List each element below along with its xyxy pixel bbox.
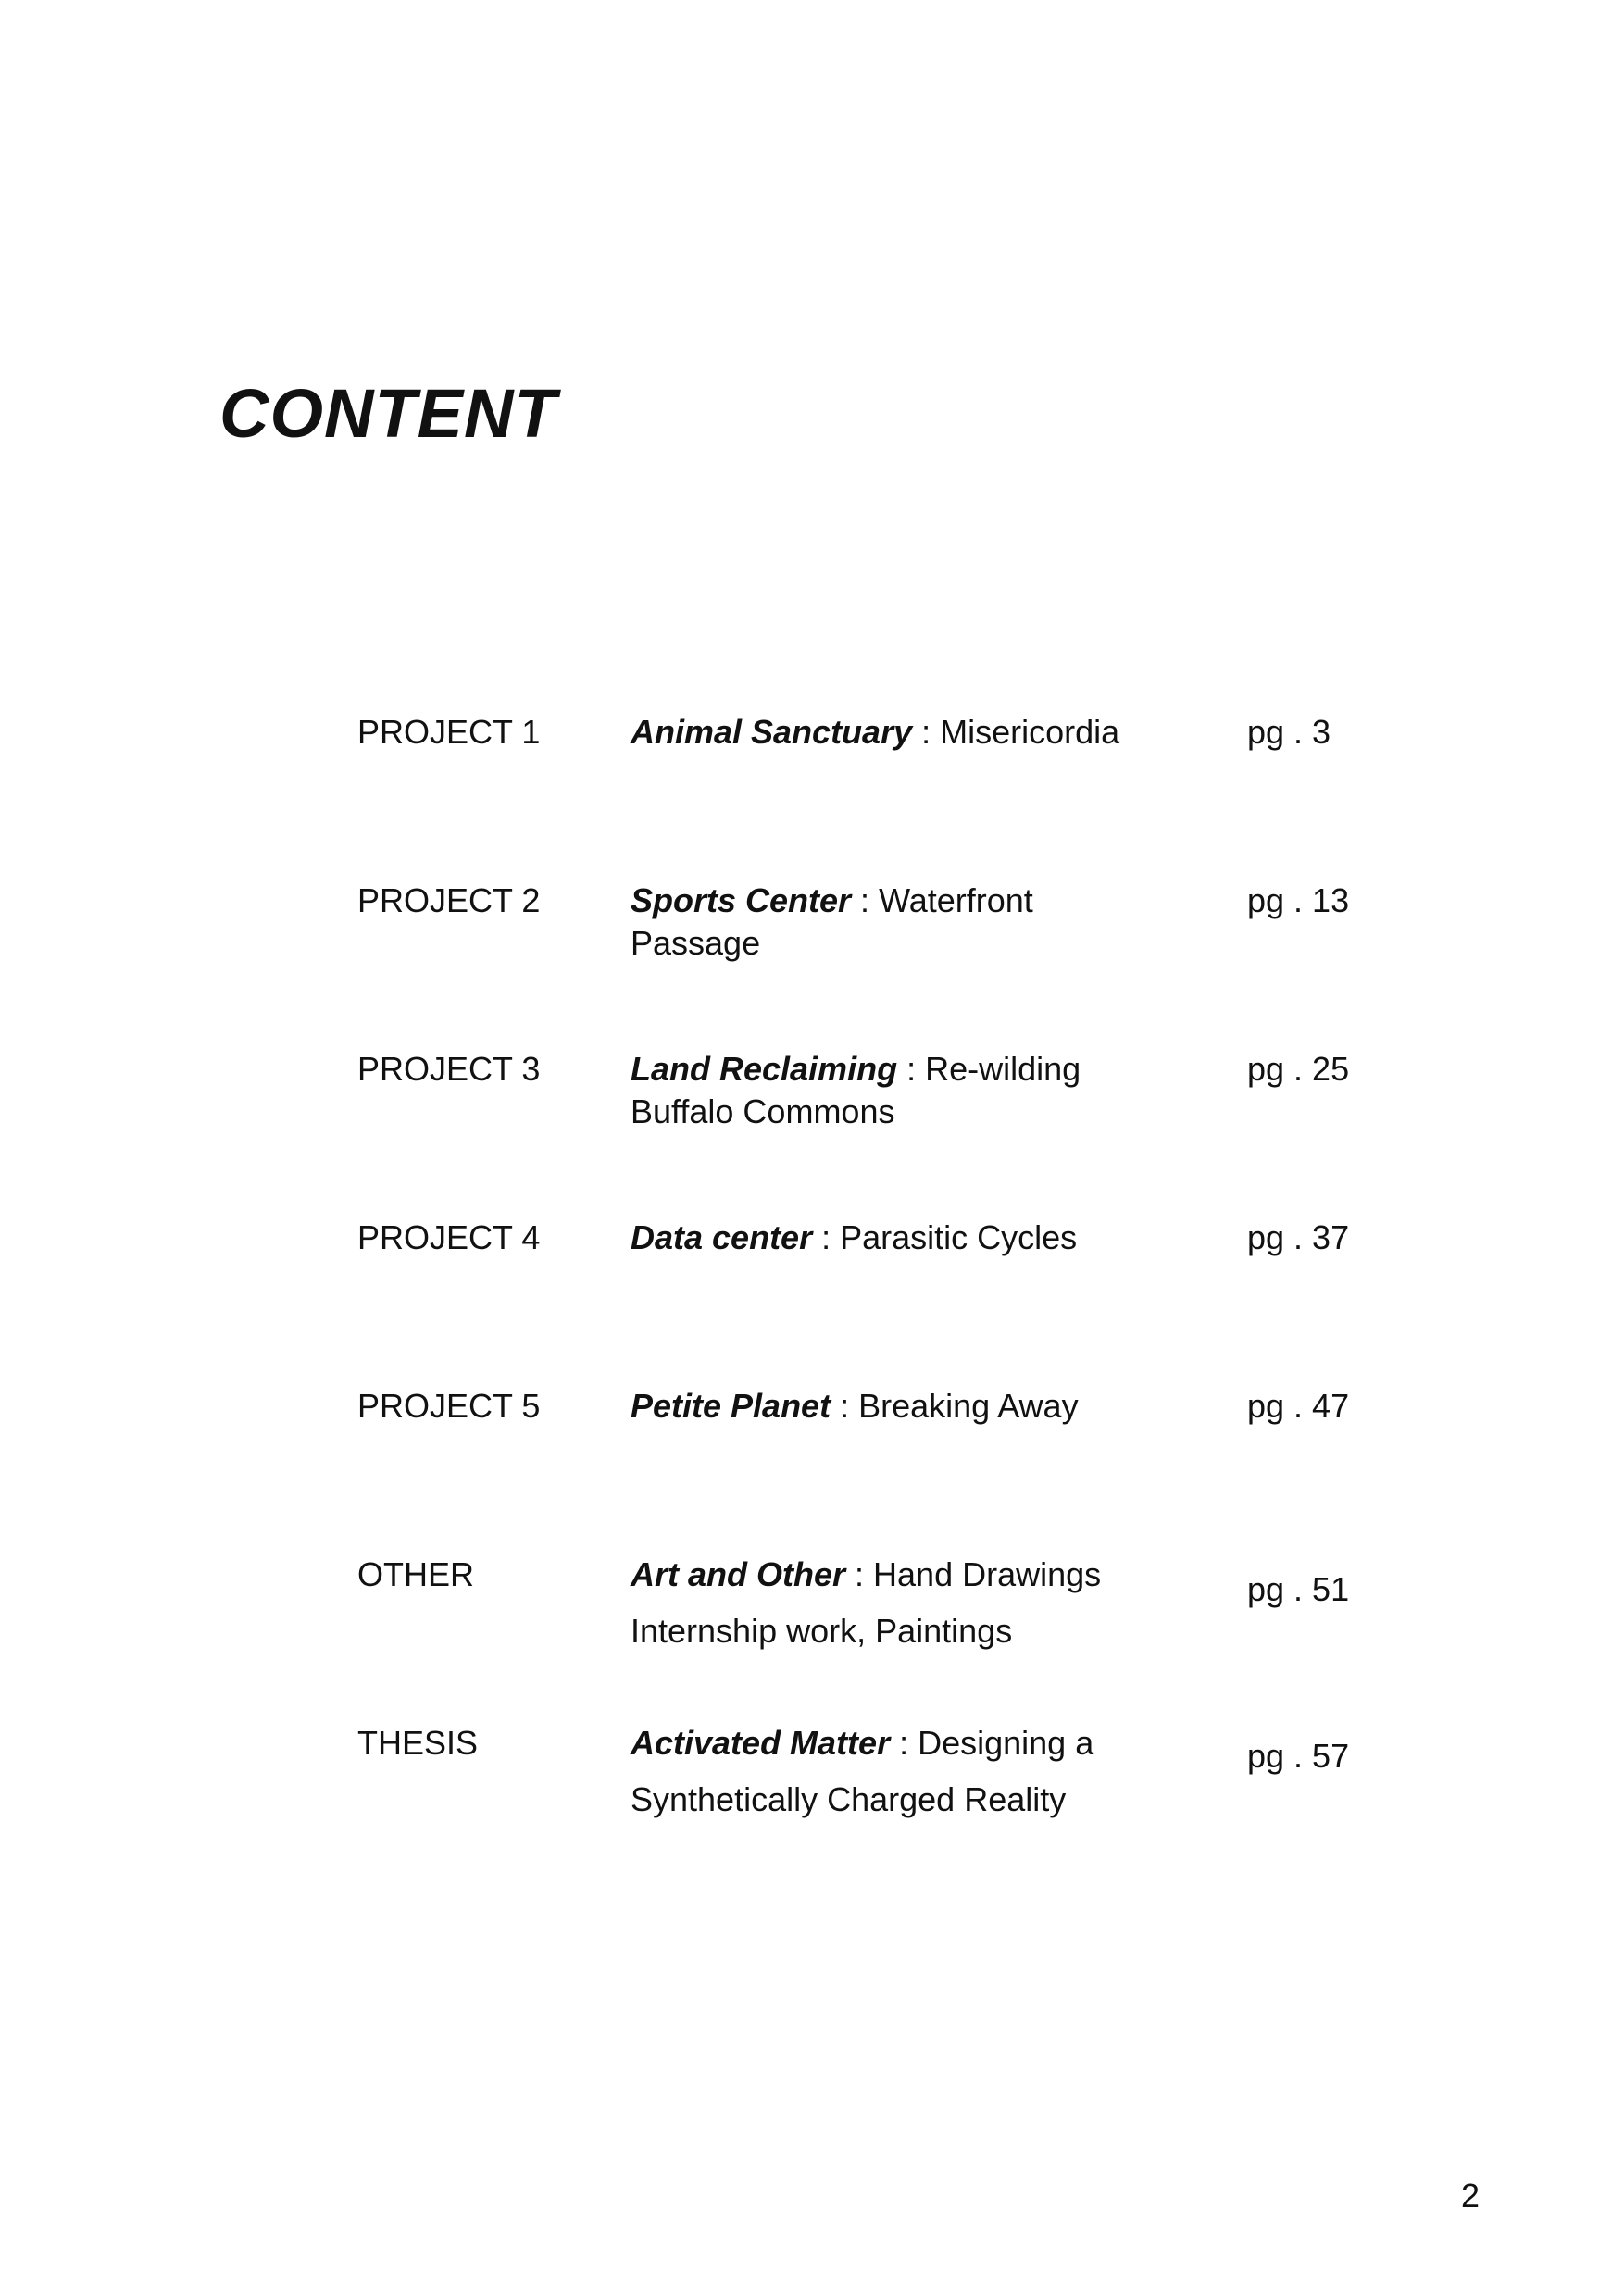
- toc-project-name: Data center: [631, 1218, 813, 1256]
- toc-subtitle: Waterfront: [879, 881, 1033, 919]
- toc-label: OTHER: [357, 1555, 474, 1593]
- toc-description: [631, 1048, 1223, 1133]
- toc-label: PROJECT 2: [357, 881, 541, 919]
- toc-page-ref: pg . 3: [1247, 713, 1331, 751]
- toc-description: [631, 1217, 1223, 1259]
- page-number: 2: [1461, 2177, 1480, 2215]
- toc-project-name: Animal Sanctuary: [631, 713, 913, 751]
- toc-page-ref: pg . 47: [1247, 1387, 1350, 1425]
- toc-project-name: Art and Other: [631, 1555, 846, 1593]
- toc-project-name: Petite Planet: [631, 1387, 831, 1425]
- toc-subtitle: Parasitic Cycles: [840, 1218, 1078, 1256]
- toc-label: PROJECT 1: [357, 713, 541, 751]
- page-title: CONTENT: [219, 375, 557, 452]
- toc-description: [631, 711, 1223, 754]
- toc-page-ref: pg . 51: [1247, 1570, 1350, 1608]
- toc-description: [631, 1715, 1223, 1828]
- toc-description: [631, 1546, 1223, 1659]
- toc-subtitle: Breaking Away: [858, 1387, 1079, 1425]
- toc-subtitle-continued: Buffalo Commons: [631, 1092, 895, 1130]
- toc-description: [631, 880, 1223, 965]
- toc-project-name: Activated Matter: [631, 1724, 891, 1762]
- toc-description: [631, 1385, 1223, 1428]
- toc-label: PROJECT 3: [357, 1050, 541, 1088]
- toc-separator: :: [845, 1555, 874, 1593]
- toc-subtitle: Hand Drawings: [873, 1555, 1102, 1593]
- toc-label: PROJECT 5: [357, 1387, 541, 1425]
- toc-subtitle: Misericordia: [940, 713, 1120, 751]
- toc-project-name: Sports Center: [631, 881, 852, 919]
- toc-page-ref: pg . 37: [1247, 1218, 1350, 1256]
- toc-page-ref: pg . 57: [1247, 1737, 1350, 1775]
- toc-subtitle: Designing a: [918, 1724, 1094, 1762]
- toc-label: THESIS: [357, 1724, 479, 1762]
- toc-page-ref: pg . 25: [1247, 1050, 1350, 1088]
- toc-subtitle-continued: Passage: [631, 924, 761, 962]
- toc-separator: :: [851, 881, 880, 919]
- toc-subtitle-continued: Synthetically Charged Reality: [631, 1780, 1067, 1818]
- toc-subtitle-continued: Internship work, Paintings: [631, 1612, 1013, 1650]
- toc-separator: :: [890, 1724, 918, 1762]
- toc-separator: :: [831, 1387, 859, 1425]
- toc-label: PROJECT 4: [357, 1218, 541, 1256]
- toc-page-ref: pg . 13: [1247, 881, 1350, 919]
- toc-separator: :: [812, 1218, 841, 1256]
- toc-separator: :: [912, 713, 941, 751]
- toc-subtitle: Re-wilding: [925, 1050, 1081, 1088]
- toc-separator: :: [897, 1050, 926, 1088]
- toc-project-name: Land Reclaiming: [631, 1050, 898, 1088]
